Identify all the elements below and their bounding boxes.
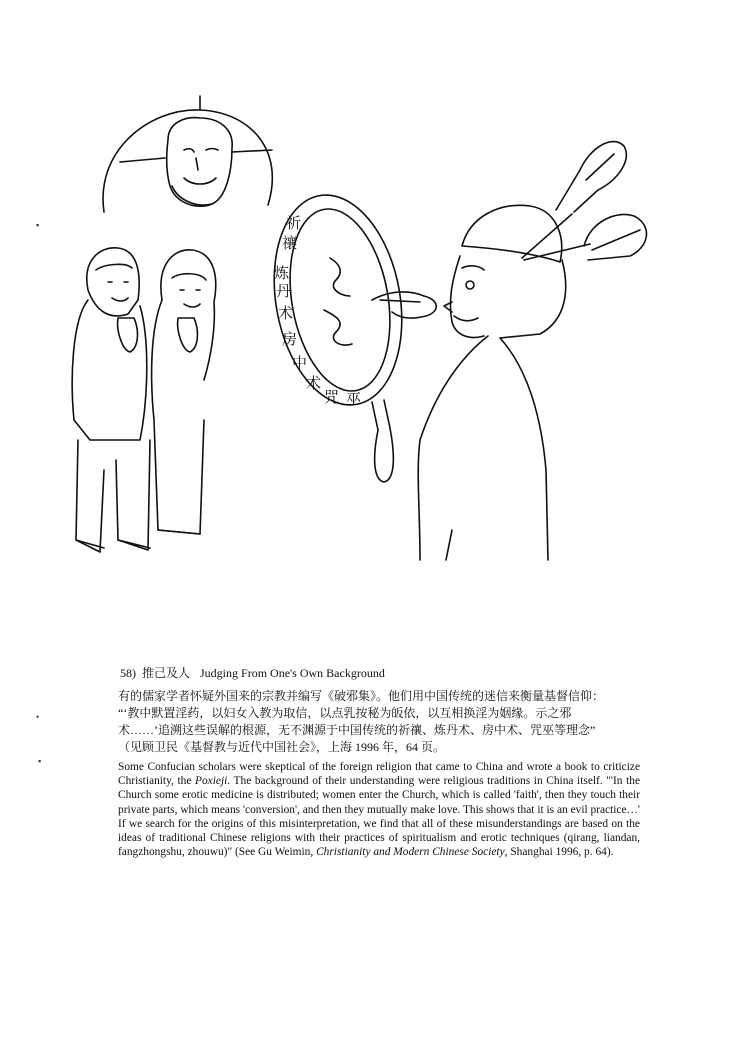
inscription-char: 术 xyxy=(278,304,294,322)
inscription-char: 丹 xyxy=(276,282,292,300)
margin-mark: ▪ xyxy=(38,756,42,766)
chinese-line: “‘教中默置淫药，以妇女入教为取信，以点乳按秘为皈依，以互相换淫为姻缘。示之邪 xyxy=(118,706,572,720)
chinese-line: （见顾卫民《基督教与近代中国社会》，上海 1996 年，64 页。 xyxy=(118,740,446,754)
margin-mark: • xyxy=(36,712,40,722)
inscription-char: 中 xyxy=(292,354,308,372)
praying-figure-left xyxy=(72,248,150,552)
chinese-paragraph xyxy=(118,688,638,756)
source-title: Christianity and Modern Chinese Society xyxy=(316,846,505,859)
inscription-char: 术 xyxy=(306,374,322,392)
caption-number: 58) xyxy=(120,666,136,680)
inscription-char: 咒 xyxy=(324,388,340,406)
figure-caption xyxy=(120,664,385,681)
english-text: , Shanghai 1996, p. 64). xyxy=(504,846,614,859)
praying-figure-right xyxy=(152,250,216,534)
margin-mark: ▪ xyxy=(36,220,40,230)
caption-title-en: Judging From One's Own Background xyxy=(200,666,385,680)
english-text: Some Confucian scholars were skeptical of the foreign religion that came to China and wrote a book to criticize Christianity, the xyxy=(118,761,640,788)
inscription-char: 禳 xyxy=(282,234,298,252)
drum-inscription xyxy=(274,214,361,408)
book-title: Poxieji xyxy=(195,775,228,788)
english-paragraph xyxy=(118,760,640,859)
chinese-line: 术……’追溯这些误解的根源，无不渊源于中国传统的祈禳、炼丹术、房中术、咒巫等理念” xyxy=(118,723,596,737)
inscription-char: 祈 xyxy=(286,214,302,232)
english-text: . The background of their understanding were religious traditions in China itself. "'In the Church some erotic medicine is distributed; women enter the Church, which is called 'faith', then they touch their private parts, which means 'conversion', and then they mutually make love. This shows that it is an evil practice…' If we search for the origins of this misinterpretation, we find that all of these misunderstandings are based on the ideas of traditional Chinese religions with their practices of spiritualism and erotic techniques (qirang, liandan, fangzhongshu, zhouwu)" (See Gu Weimin, xyxy=(118,775,640,859)
chinese-line: 有的儒家学者怀疑外国来的宗教并编写《破邪集》。他们用中国传统的迷信来衡量基督信仰： xyxy=(118,689,605,703)
inscription-char: 炼 xyxy=(274,264,290,282)
drum xyxy=(259,185,418,482)
christ-figure xyxy=(103,96,272,212)
inscription-char: 房 xyxy=(282,330,298,348)
caption-title-zh: 推己及人 xyxy=(142,666,191,680)
inscription-char: 巫 xyxy=(346,390,362,408)
scholar-figure xyxy=(372,142,646,560)
